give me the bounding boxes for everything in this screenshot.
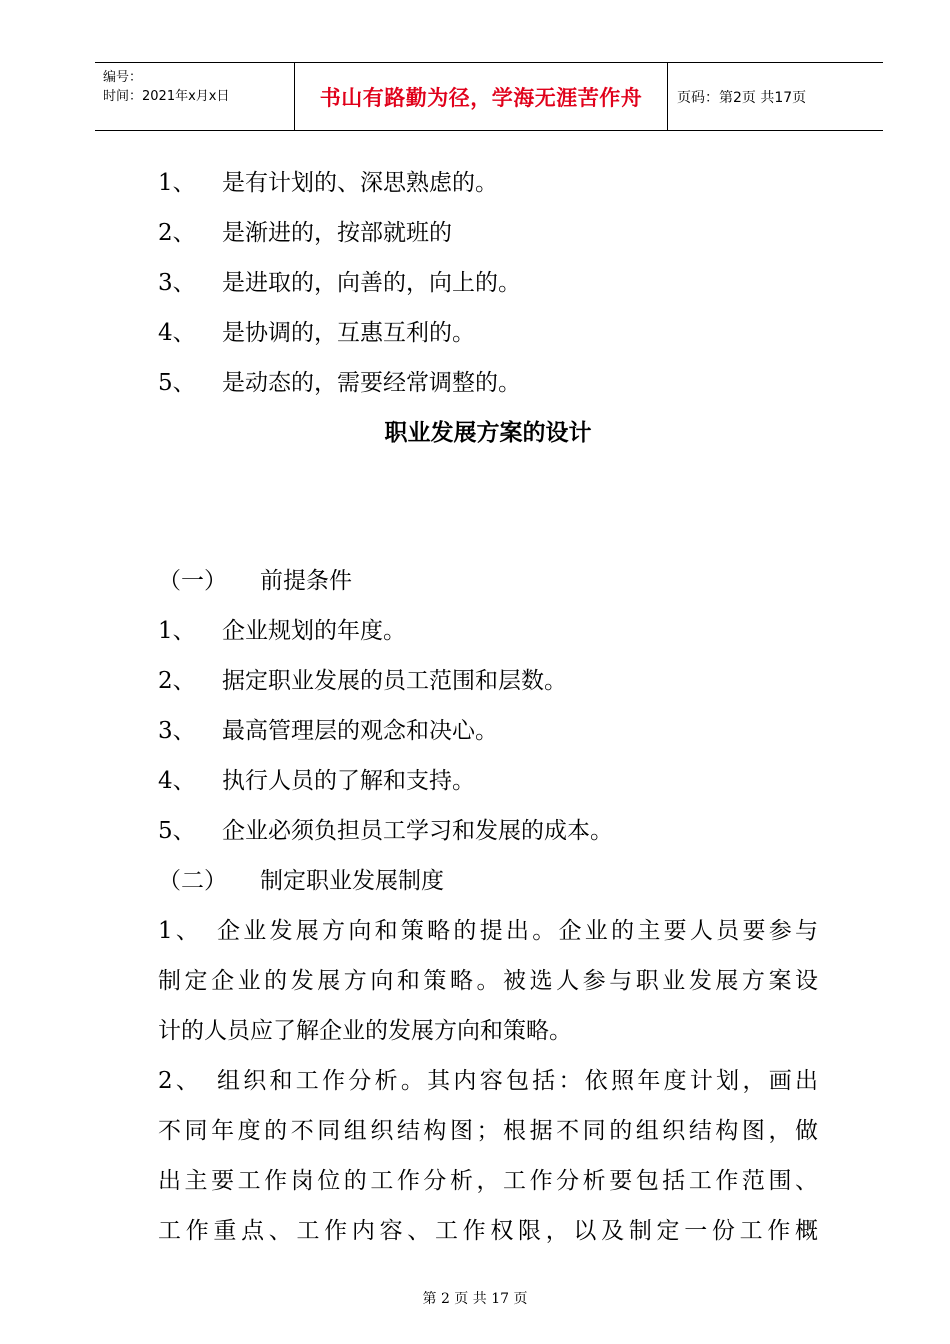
paragraph-line: 不同年度的不同组织结构图；根据不同的组织结构图，做: [158, 1118, 818, 1144]
header-divider-right: [667, 63, 668, 130]
blank-space: [158, 458, 818, 556]
list-item: [158, 208, 818, 258]
list-item: [158, 706, 818, 756]
list-item-text: 是动态的，需要经常调整的。: [222, 370, 521, 396]
list-item-number: 5、: [158, 818, 196, 844]
list-item: [158, 806, 818, 856]
list-item: [158, 308, 818, 358]
paragraph-line: 1、 企业发展方向和策略的提出。企业的主要人员要参与: [158, 918, 818, 944]
list-item-number: 5、: [158, 370, 196, 396]
list-item-text: 是有计划的、深思熟虑的。: [222, 170, 498, 196]
list-item: [158, 158, 818, 208]
list-item: [158, 606, 818, 656]
paragraph-organization: [158, 1056, 818, 1256]
section-title: 职业发展方案的设计: [384, 420, 592, 446]
list-item-number: 1、: [158, 170, 196, 196]
subsection-heading-2: [158, 856, 818, 906]
list-item-text: 是进取的，向善的，向上的。: [222, 270, 521, 296]
page-header: [95, 62, 883, 131]
document-body: [158, 158, 818, 1256]
list-item: [158, 258, 818, 308]
list-item-number: 4、: [158, 768, 196, 794]
subsection-text: 制定职业发展制度: [260, 868, 444, 894]
paragraph-strategy: [158, 906, 818, 1056]
list-item: [158, 756, 818, 806]
header-page-info: 页码：第2页 共17页: [677, 89, 807, 106]
list-item-text: 企业必须负担员工学习和发展的成本。: [222, 818, 613, 844]
list-item: [158, 656, 818, 706]
premise-list: [158, 606, 818, 856]
subsection-number: （一）: [158, 568, 227, 594]
paragraph-line: 计的人员应了解企业的发展方向和策略。: [158, 1018, 572, 1044]
list-item-text: 企业规划的年度。: [222, 618, 406, 644]
header-motto: 书山有路勤为径，学海无涯苦作舟: [319, 85, 643, 110]
list-item-text: 是渐进的，按部就班的: [222, 220, 452, 246]
list-item-number: 2、: [158, 668, 196, 694]
list-item-number: 3、: [158, 270, 196, 296]
header-time-label: 时间：2021年x月x日: [103, 89, 230, 104]
list-item-number: 3、: [158, 718, 196, 744]
list-item-text: 最高管理层的观念和决心。: [222, 718, 498, 744]
list-item-text: 据定职业发展的员工范围和层数。: [222, 668, 567, 694]
paragraph-line: 2、 组织和工作分析。其内容包括：依照年度计划，画出: [158, 1068, 818, 1094]
list-item: [158, 358, 818, 408]
paragraph-line: 制定企业的发展方向和策略。被选人参与职业发展方案设: [158, 968, 818, 994]
header-meta: [103, 68, 229, 106]
subsection-text: 前提条件: [260, 568, 352, 594]
list-item-number: 1、: [158, 618, 196, 644]
paragraph-line: 工作重点、工作内容、工作权限，以及制定一份工作概: [158, 1218, 818, 1244]
subsection-number: （二）: [158, 868, 227, 894]
paragraph-line: 出主要工作岗位的工作分析，工作分析要包括工作范围、: [158, 1168, 818, 1194]
feature-list: [158, 158, 818, 408]
page-footer: 第 2 页 共 17 页: [422, 1291, 528, 1307]
list-item-text: 执行人员的了解和支持。: [222, 768, 475, 794]
list-item-number: 4、: [158, 320, 196, 346]
header-number-label: 编号：: [103, 70, 143, 85]
list-item-text: 是协调的，互惠互利的。: [222, 320, 475, 346]
subsection-heading-1: [158, 556, 818, 606]
list-item-number: 2、: [158, 220, 196, 246]
